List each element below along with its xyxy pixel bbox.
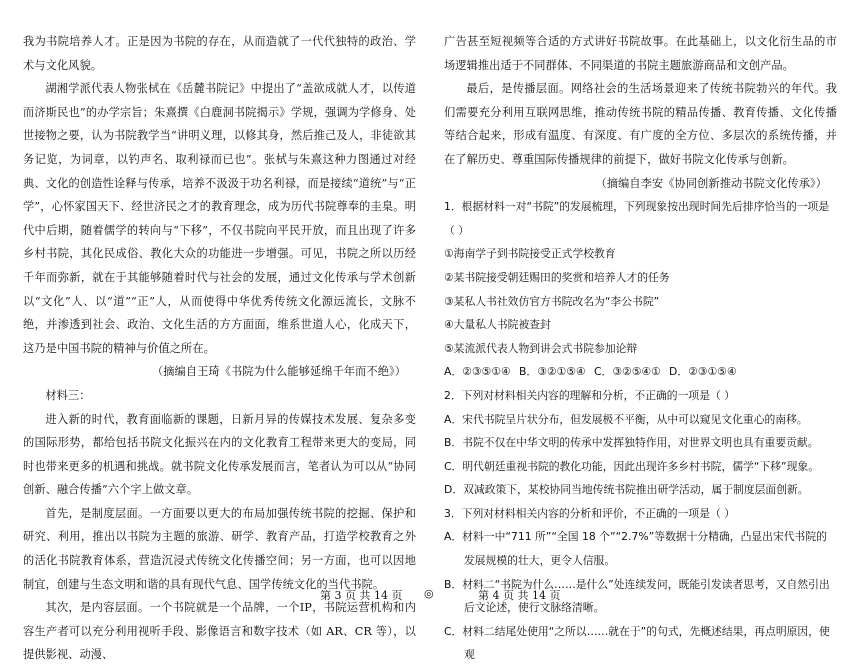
question-2-option-a: A．宋代书院呈片状分布，但发展极不平衡，从中可以窥见文化重心的南移。 [444,412,808,426]
question-2-option-c: C．明代朝廷重视书院的教化功能，因此出现许多乡村书院，儒学“下移”现象。 [444,459,820,473]
left-paragraph-4: 首先，是制度层面。一方面要以更大的布局加强传统书院的挖掘、保护和研究、利用，推出以书院为主题的旅游、研学、教育产品，打造学校教育之外的活化书院教育体系，营造沉浸式传统文化传播空间；另一方面，也可以因地制宜，创建与生态文明和谐的具有现代气息、国学传统文化的当代书院。 [23,506,416,591]
choice-b: B．③②①⑤④ [519,365,586,379]
right-paragraph-2: 最后，是传播层面。网络社会的生活场景迎来了传统书院勃兴的年代。我们需要充分利用互联网思维，推动传统书院的精品传播、教育传播、文化传播等结合起来，形成有温度、有深度、有广度的全方位、多层次的系统传播，并在了解历史、尊重国际传播规律的前提下，做好书院文化传承与创新。 [444,82,837,166]
left-paragraph-2: 湖湘学派代表人物张栻在《岳麓书院记》中提出了“盖欲成就人才，以传道而济斯民也”的办学宗旨；朱熹撰《白鹿洞书院揭示》学规，强调为学修身、处世接物之要，认为书院教学当“讲明义理，以修其身，然后推己及人，非徒欲其务记览，为词章，以钓声名、取利禄而已也”。张栻与朱熹这种力图通过对经典、文化的创造性诠释与传承，培养不汲汲于功名利禄，而是接续“道统”与“正学”，心怀家国天下、经世济民之才的教育理念，成为历代书院尊奉的圭臬。明代中后期，随着儒学的转向与“下移”，不仅书院向平民开放，而且出现了许多乡村书院，其化民成俗、教化大众的功能进一步增强。可见，书院之所以历经千年而弥新，就在于其能够随着时代与社会的发展，通过文化传承与学术创新以“文化”人、以“道”“正”人，从而使得中华优秀传统文化源远流长，文脉不绝，并渗透到社会、政治、文化生活的方方面面，维系世道人心，化成天下，这乃是中国书院的精神与价值之所在。 [23,82,416,355]
question-1-stem: 1．根据材料一对“书院”的发展梳理，下列现象按出现时间先后排序恰当的一项是（ ） [444,200,830,237]
question-2-option-d: D．双减政策下，某校协同当地传统书院推出研学活动，属于制度层面创新。 [444,483,809,497]
choice-c: C．③②⑤④① [594,365,661,379]
left-paragraph-5: 其次，是内容层面。一个书院就是一个品牌，一个IP，书院运营机构和内容生产者可以充分利用视听手段、影像语言和数字技术（如 AR、CR 等），以提供影视、动漫、 [23,601,416,662]
question-3-option-b: B．材料二“书院为什么……是什么”处连续发问，既能引发读者思考，又自然引出后文论述，使行文脉络清晰。 [444,577,830,615]
material-three-heading: 材料三： [45,388,91,402]
question-1-item: ②某书院接受朝廷赐田的奖赏和培养人才的任务 [444,270,670,284]
left-paragraph-3: 进入新的时代，教育面临新的课题，日新月异的传媒技术发展、复杂多变的国际形势，都给包括书院文化振兴在内的文化教育工程带来更大的变局，同时也带来更多的机遇和挑战。就书院文化传承发展而言，笔者认为可以从“协同创新、融合传播”六个字上做文章。 [23,412,416,497]
page-footer [0,587,860,605]
question-3-option-c: C．材料二结尾处使用“之所以……就在于”的句式，先概述结果，再点明原因，使观 [444,624,830,662]
question-1-item: ③某私人书社效仿官方书院改名为“李公书院” [444,294,660,308]
question-3-stem: 3．下列对材料相关内容的分析和评价，不正确的一项是（ ） [444,506,736,520]
choice-a: A．②③⑤①④ [444,365,511,379]
question-1-choices [444,360,837,384]
question-2-option-b: B．书院不仅在中华文明的传承中发挥独特作用，对世界文明也具有重要贡献。 [444,436,819,450]
choice-d: D．②③①⑤④ [669,365,737,379]
question-1-item: ⑤某流派代表人物到讲会式书院参加论辩 [444,341,638,355]
question-2-stem: 2．下列对材料相关内容的理解和分析，不正确的一项是（ ） [444,388,736,402]
footer-left-page-number: 第 3 页 共 14 页 [320,589,403,602]
footer-center-mark: ◎ [424,587,434,600]
footer-right-page-number: 第 4 页 共 14 页 [478,589,561,602]
right-paragraph-1: 广告甚至短视频等合适的方式讲好书院故事。在此基础上，以文化衍生品的市场逻辑推出适于不同群体、不同渠道的书院主题旅游商品和文创产品。 [444,35,837,72]
left-source-citation: （摘编自王琦《书院为什么能够延绵千年而不绝》） [151,365,406,379]
left-paragraph-1: 我为书院培养人才。正是因为书院的存在，从而造就了一代代独特的政治、学术与文化风貌。 [23,35,416,72]
right-source-citation: （摘编自李安《协同创新推动书院文化传承》） [595,176,827,190]
question-3-option-a: A．材料一中“711 所”“全国 18 个”“2.7%”等数据十分精确，凸显出宋代书院的发展规模的壮大，更令人信服。 [444,530,827,568]
question-1-item: ④大量私人书院被查封 [444,318,551,332]
question-1-item: ①海南学子到书院接受正式学校教育 [444,247,616,261]
